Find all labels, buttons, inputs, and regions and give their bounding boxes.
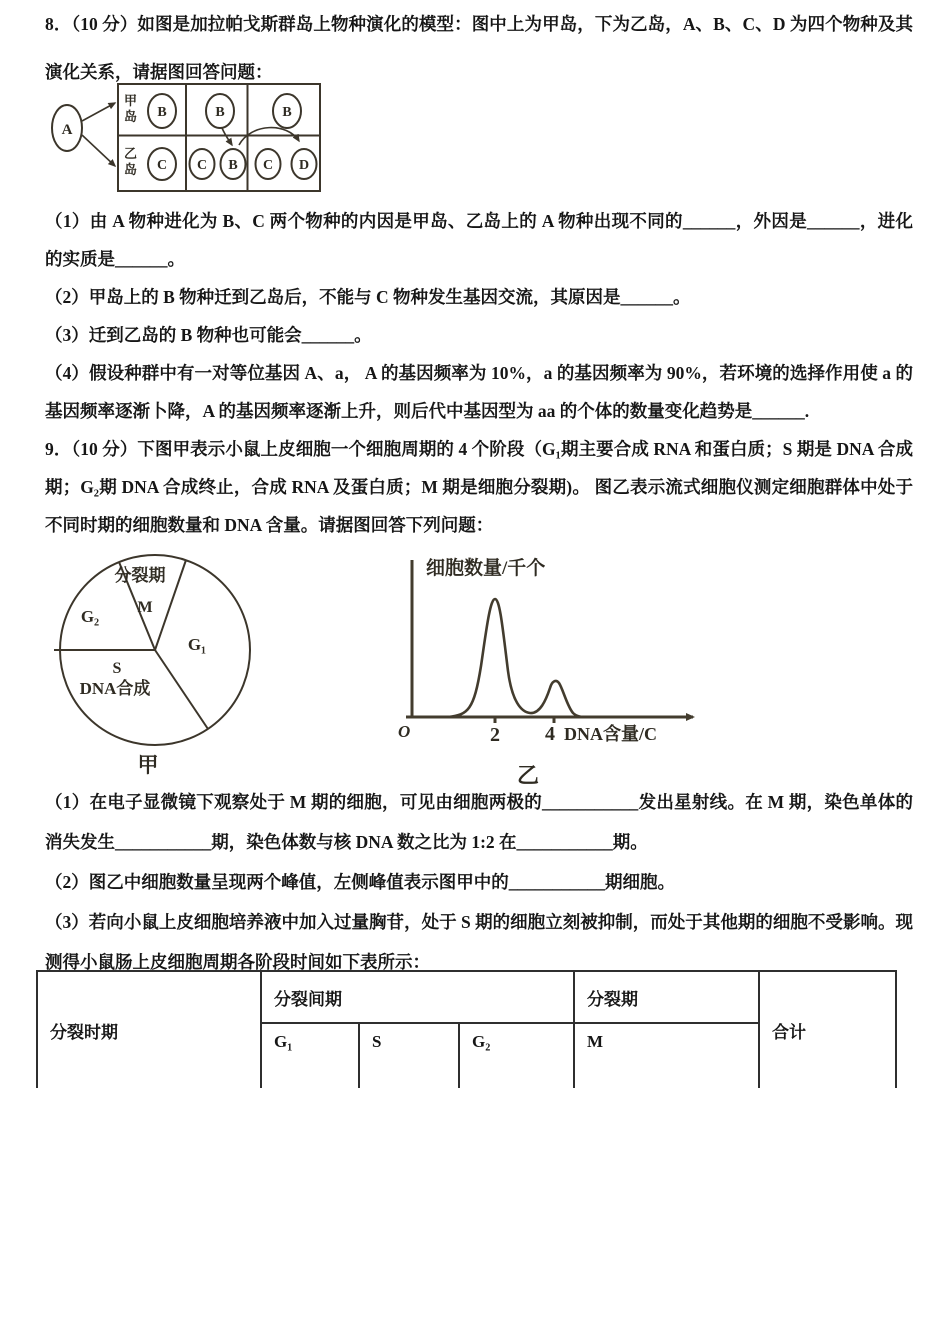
table-cell-g1: G₁ bbox=[261, 1023, 359, 1088]
species-b2-label: B bbox=[215, 105, 225, 120]
arrow-a-to-yi bbox=[82, 135, 115, 166]
y-axis-label: 细胞数量/千个 bbox=[426, 558, 546, 579]
cell-cycle-phase-table bbox=[36, 970, 897, 1088]
question-8-part1: （1）由 A 物种进化为 B、C 两个物种的内因是甲岛、乙岛上的 A 物种出现不同的______，外因是______，进化的实质是______。 bbox=[45, 211, 913, 269]
pie-label-g2: G₂ bbox=[80, 607, 100, 626]
pie-label-g1: G₁ bbox=[187, 635, 207, 654]
pie-label-mitosis: 分裂期 bbox=[114, 566, 166, 585]
question-9-part3: （3）若向小鼠上皮细胞培养液中加入过量胸苷，处于 S 期的细胞立刻被抑制，而处于其他期的细胞不受影响。现测得小鼠肠上皮细胞周期各阶段时间如下表所示： bbox=[45, 912, 913, 972]
table-header-mitosis: 分裂期 bbox=[574, 971, 759, 1023]
pie-label-m: M bbox=[137, 599, 153, 616]
cell-count-curve bbox=[448, 599, 587, 717]
species-b1-label: B bbox=[157, 105, 167, 120]
question-9-part1: （1）在电子显微镜下观察处于 M 期的细胞，可见由细胞两极的___________发出星射线。在 M 期，染色单体的消失发生___________期，染色体数与核 DNA 数之比为 1:2 在___________期。 bbox=[45, 792, 913, 852]
question-9-stem: 9．（10 分）下图甲表示小鼠上皮细胞一个细胞周期的 4 个阶段（G₁期主要合成 RNA 和蛋白质；S 期是 DNA 合成期；G₂期 DNA 合成终止，合成 RNA 及蛋白质；M 期是细胞分裂期)。 图乙表示流式细胞仪测定细胞群体中处于不同时期的细胞数量和 DNA 含量。请据图回答下列问题： bbox=[45, 439, 913, 535]
species-a-label: A bbox=[61, 122, 73, 138]
question-9-part2: （2）图乙中细胞数量呈现两个峰值，左侧峰值表示图甲中的___________期细胞。 bbox=[45, 872, 675, 892]
table-header-total: 合计 bbox=[759, 971, 896, 1088]
x-tick-label-4: 4 bbox=[545, 723, 555, 745]
question-8-part3: （3）迁到乙岛的 B 物种也可能会______。 bbox=[45, 325, 372, 345]
island-bottom-label-char1: 乙 bbox=[124, 146, 138, 161]
arrow-a-to-jia bbox=[82, 103, 115, 121]
page-content bbox=[45, 0, 913, 1088]
question-8-part4: （4）假设种群中有一对等位基因 A、a， A 的基因频率为 10%，a 的基因频率为 90%，若环境的选择作用使 a 的基因频率逐渐卜降，A 的基因频率逐渐上升，则后代中基因型为 aa 的个体的数量变化趋势是______. bbox=[45, 363, 913, 421]
species-c1-label: C bbox=[156, 158, 168, 173]
species-b4-label: B bbox=[228, 158, 238, 173]
table-cell-m: M bbox=[574, 1023, 759, 1088]
table-cell-g2: G₂ bbox=[459, 1023, 574, 1088]
species-b3-label: B bbox=[282, 105, 292, 120]
question-8-part2: （2）甲岛上的 B 物种迁到乙岛后，不能与 C 物种发生基因交流，其原因是______。 bbox=[45, 287, 691, 307]
species-d-label: D bbox=[298, 158, 310, 173]
figure-jia-caption: 甲 bbox=[137, 753, 159, 777]
figure-yi-caption: 乙 bbox=[516, 763, 540, 788]
cell-cycle-pie-chart bbox=[42, 548, 272, 780]
species-c3-label: C bbox=[262, 158, 274, 173]
question-9-figures bbox=[45, 538, 913, 788]
island-grid bbox=[118, 84, 320, 191]
origin-label: O bbox=[398, 722, 411, 741]
pie-label-dna-synthesis: DNA合成 bbox=[79, 679, 151, 698]
table-cell-s: S bbox=[359, 1023, 459, 1088]
island-top-label-char2: 岛 bbox=[124, 109, 138, 124]
pie-label-s: S bbox=[112, 660, 122, 677]
x-tick-label-2: 2 bbox=[490, 724, 500, 746]
table-header-phase: 分裂时期 bbox=[37, 971, 261, 1088]
question-8-stem: 8．（10 分）如图是加拉帕戈斯群岛上物种演化的模型：图中上为甲岛，下为乙岛，A、B、C、D 为四个物种及其演化关系，请据图回答问题： bbox=[45, 14, 913, 82]
pie-line-s-g1 bbox=[155, 650, 208, 729]
island-bottom-label-char2: 岛 bbox=[124, 162, 138, 177]
table-header-interphase: 分裂间期 bbox=[261, 971, 574, 1023]
island-top-label-char1: 甲 bbox=[124, 93, 138, 108]
x-axis-label: DNA含量/C bbox=[564, 724, 657, 744]
species-c2-label: C bbox=[196, 158, 208, 173]
species-evolution-diagram bbox=[48, 80, 338, 202]
flow-cytometry-chart bbox=[390, 538, 710, 788]
